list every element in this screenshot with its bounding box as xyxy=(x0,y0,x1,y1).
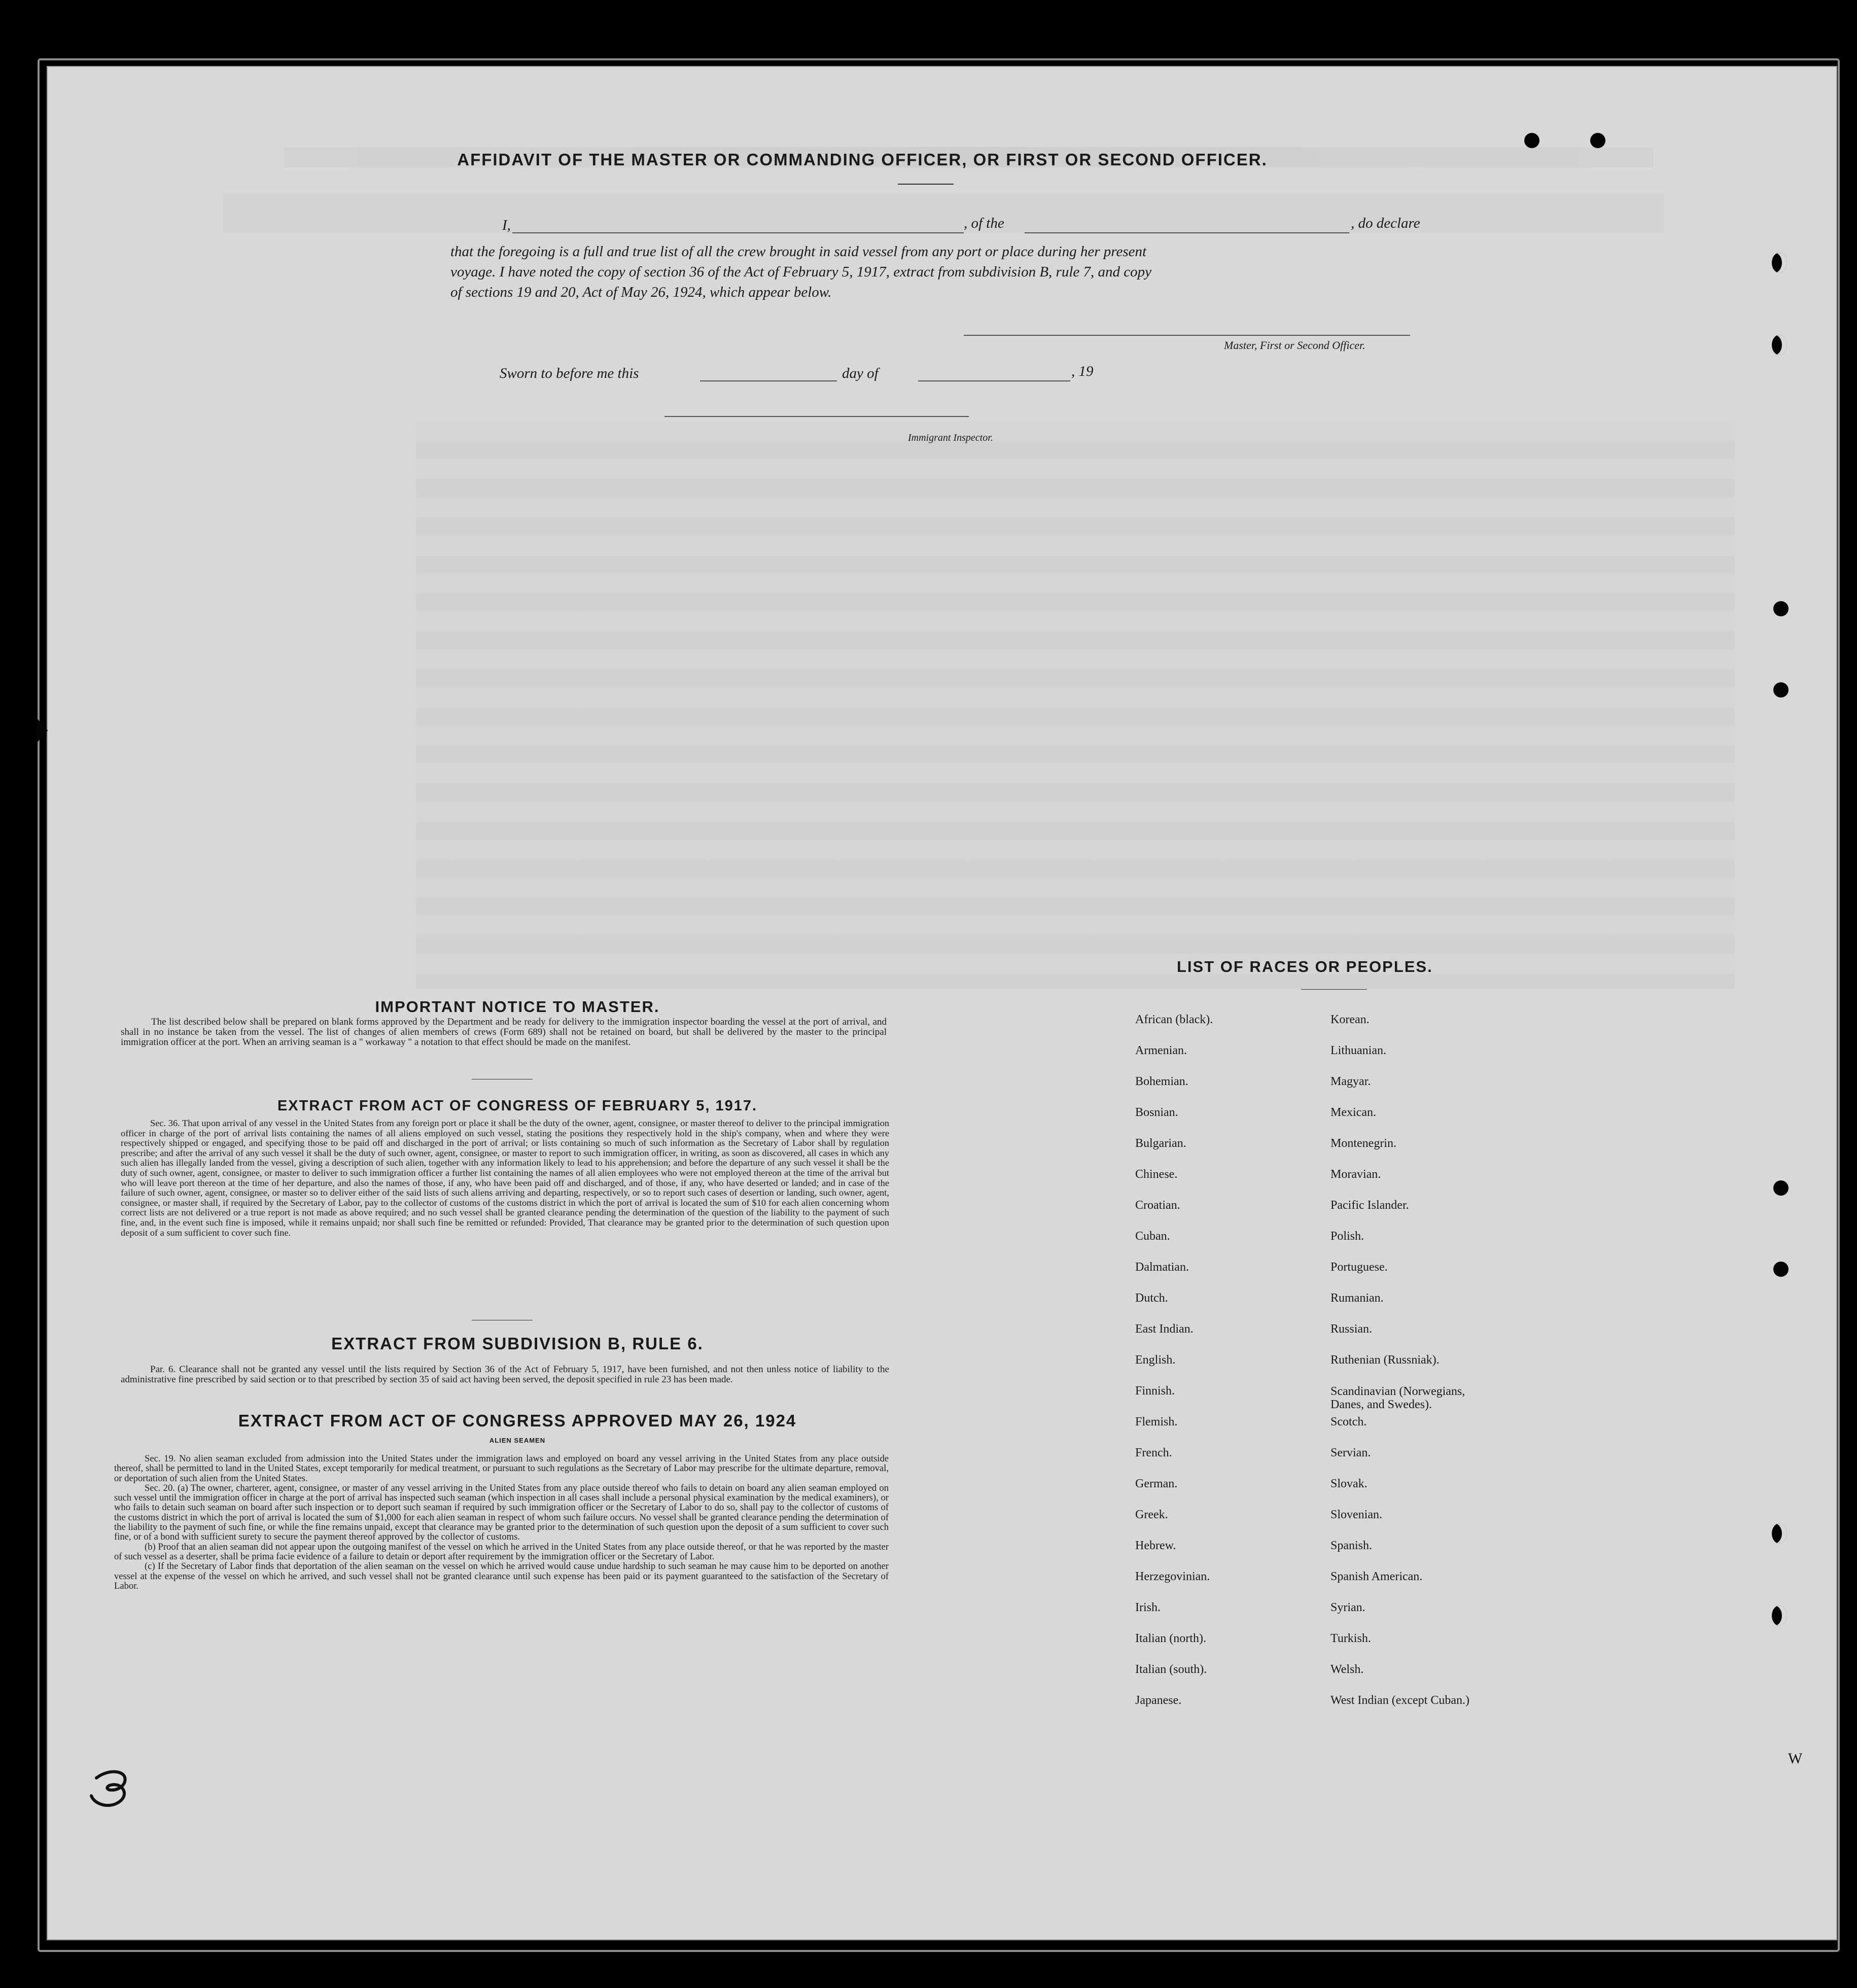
race-item: Bohemian. xyxy=(1135,1075,1188,1088)
race-item: Scotch. xyxy=(1330,1415,1367,1428)
race-item: Italian (north). xyxy=(1135,1632,1206,1645)
extract-1924-body xyxy=(114,1454,889,1591)
alien-seamen-subtitle: ALIEN SEAMEN xyxy=(489,1437,546,1444)
race-item: Dutch. xyxy=(1135,1292,1168,1305)
race-item: French. xyxy=(1135,1446,1172,1459)
races-column-2 xyxy=(1330,1014,1533,1725)
race-item: Polish. xyxy=(1330,1230,1364,1243)
race-item: Irish. xyxy=(1135,1601,1161,1614)
race-item: Rumanian. xyxy=(1330,1292,1384,1305)
race-item: Spanish American. xyxy=(1330,1570,1423,1583)
subdivision-b-text: Par. 6. Clearance shall not be granted any vessel until the lists required by Section 36 of the Act of February 5, 1917, have been furnished, and not then unless notice of liability to the administrative fine prescribed by said section or to that prescribed by section 35 of said act having been served, the deposit specified in rule 23 has been made. xyxy=(121,1364,889,1385)
race-item: East Indian. xyxy=(1135,1322,1194,1336)
race-item: Portuguese. xyxy=(1330,1261,1388,1274)
section-20b-text: (b) Proof that an alien seaman did not appear upon the outgoing manifest of the vessel on which he arrived in the United States from any place outside thereof, or that he was reported by the master of such vessel as a deserter, shall be prima facie evidence of a failure to detain or deport after requirement by the immigration officer or the Secretary of Labor. xyxy=(114,1541,889,1562)
affidavit-title: AFFIDAVIT OF THE MASTER OR COMMANDING OFFICER, OR FIRST OR SECOND OFFICER. xyxy=(457,150,1268,169)
race-item: Croatian. xyxy=(1135,1199,1180,1212)
race-item: Ruthenian (Russniak). xyxy=(1330,1353,1440,1367)
inspector-signature-field[interactable] xyxy=(664,416,969,417)
name-field[interactable] xyxy=(512,232,964,233)
handwritten-mark-icon xyxy=(81,1765,142,1811)
sworn-month-field[interactable] xyxy=(918,380,1070,381)
affidavit-do-declare: , do declare xyxy=(1351,215,1420,231)
race-item: English. xyxy=(1135,1353,1176,1367)
race-item: Japanese. xyxy=(1135,1694,1182,1707)
extract-1917-text: Sec. 36. That upon arrival of any vessel in the United States from any foreign port or place it shall be the duty of the owner, agent, consignee, or master thereof to deliver to the principal immigration officer in charge of the port of arrival lists containing the names of all aliens employed on such vessel, stating the positions they respectively hold in the ship's company, when and where they were respectively shipped or engaged, and specifying those to be paid off and discharged in the port of arrival; or lists containing so much of such information as the Secretary of Labor shall by regulation prescribe; and after the arrival of any such vessel it shall be the duty of such owner, agent, consignee, or master to report to such immigration officer, in writing, as soon as discovered, all cases in which any such alien has illegally landed from the vessel, giving a description of such alien, together with any information likely to lead to his apprehension; and before the departure of any such vessel it shall be the duty of such owner, agent, consignee, or master to deliver to such immigration officer a further list containing the names of all alien employees who were not employed thereon at the time of the arrival but who will leave port thereon at the time of her departure, and also the names of those, if any, who have been paid off and discharged, and of those, if any, who have deserted or landed; and in case of the failure of such owner, agent, consignee, or master so to deliver either of the said lists of such aliens arriving and departing, respectively, or so to report such cases of desertion or landing, such owner, agent, consignee, or master shall, if required by the Secretary of Labor, pay to the collector of customs of the customs district in which the port of arrival is located the sum of $10 for each alien concerning whom correct lists are not delivered or a true report is not made as above required; and no such vessel shall be granted clearance pending the determination of the question of the liability to the payment of such fine, and, in the event such fine is imposed, while it remains unpaid; nor shall such fine be remitted or refunded: Provided, That clearance may be granted prior to the determination of such question upon deposit of a sum sufficient to cover such fine. xyxy=(121,1118,889,1238)
punch-hole xyxy=(1524,133,1539,148)
race-item: Chinese. xyxy=(1135,1168,1178,1181)
race-item: Armenian. xyxy=(1135,1044,1187,1057)
sworn-day-field[interactable] xyxy=(700,380,837,381)
race-item: Herzegovinian. xyxy=(1135,1570,1210,1583)
race-item: German. xyxy=(1135,1477,1178,1490)
race-item: Pacific Islander. xyxy=(1330,1199,1409,1212)
section-20a-text: Sec. 20. (a) The owner, charterer, agent, consignee, or master of any vessel arriving in the United States from any place outside thereof who fails to detain on board any alien seaman employed on such vessel until the immigration officer in charge at the port of arrival has inspected such seaman (which inspection in all cases shall include a personal physical examination by the medical examiners), or who fails to detain such seaman on board after such inspection or to deport such seaman if required by such immigration officer or the Secretary of Labor to do so, shall pay to the collector of customs of the customs district in which the port of arrival is located the sum of $1,000 for each alien seaman in respect of whom such failure occurs. No vessel shall be granted clearance pending the determination of the liability to the payment of such fine, or while the fine remains unpaid, except that clearance may be granted prior to the determination of such question upon the deposit of a sum sufficient to cover such fine, or of a bond with sufficient surety to secure the payment thereof approved by the collector of customs. xyxy=(114,1482,889,1543)
race-item: Bosnian. xyxy=(1135,1106,1178,1119)
race-item: West Indian (except Cuban.) xyxy=(1330,1694,1469,1707)
race-item: African (black). xyxy=(1135,1013,1213,1026)
divider xyxy=(1301,989,1367,990)
race-item: Flemish. xyxy=(1135,1415,1178,1428)
race-item: Syrian. xyxy=(1330,1601,1365,1614)
divider xyxy=(898,184,954,185)
margin-notch xyxy=(37,718,48,743)
punch-hole xyxy=(1773,601,1789,616)
races-column-1 xyxy=(1135,1014,1318,1725)
race-item: Greek. xyxy=(1135,1508,1168,1521)
race-item: Spanish. xyxy=(1330,1539,1373,1552)
race-item: Dalmatian. xyxy=(1135,1261,1189,1274)
race-item: Moravian. xyxy=(1330,1168,1381,1181)
extract-1917-title: EXTRACT FROM ACT OF CONGRESS OF FEBRUARY 5, 1917. xyxy=(277,1098,758,1114)
punch-hole xyxy=(1772,253,1787,273)
race-item: Servian. xyxy=(1330,1446,1371,1459)
punch-hole xyxy=(1772,335,1787,355)
corner-mark: W xyxy=(1788,1750,1803,1767)
race-item: Italian (south). xyxy=(1135,1663,1207,1676)
affidavit-line-3: of sections 19 and 20, Act of May 26, 1924, which appear below. xyxy=(450,284,832,300)
punch-hole xyxy=(1773,1262,1789,1277)
punch-hole xyxy=(1772,1523,1787,1544)
punch-hole xyxy=(1772,1606,1787,1626)
race-item: Russian. xyxy=(1330,1322,1373,1336)
bleed-through-subheader xyxy=(223,193,1664,233)
races-title: LIST OF RACES OR PEOPLES. xyxy=(1177,958,1433,975)
day-of-label: day of xyxy=(842,365,879,381)
race-item: Bulgarian. xyxy=(1135,1137,1186,1150)
section-20c-text: (c) If the Secretary of Labor finds that deportation of the alien seaman on the vessel on which he arrived would cause undue hardship to such seaman he may cause him to be deported on another vessel at the expense of the vessel on which he arrived, and such vessel shall not be granted clearance until such expense has been paid or its payment guaranteed to the satisfaction of the Secretary of Labor. xyxy=(114,1561,889,1591)
affidavit-line-2: voyage. I have noted the copy of section 36 of the Act of February 5, 1917, extract from subdivision B, rule 7, and copy xyxy=(450,264,1152,280)
race-item: Montenegrin. xyxy=(1330,1137,1396,1150)
race-item: Cuban. xyxy=(1135,1230,1170,1243)
section-19-text: Sec. 19. No alien seaman excluded from admission into the United States under the immigration laws and employed on board any vessel arriving in the United States from any place outside thereof, shall be permitted to land in the United States, except temporarily for medical treatment, or pursuant to such regulations as the Secretary of Labor may prescribe for the ultimate departure, removal, or deportation of such alien from the United States. xyxy=(114,1453,889,1484)
punch-hole xyxy=(1590,133,1605,148)
extract-1924-title: EXTRACT FROM ACT OF CONGRESS APPROVED MAY 26, 1924 xyxy=(238,1411,797,1430)
race-item: Hebrew. xyxy=(1135,1539,1176,1552)
race-item: Slovenian. xyxy=(1330,1508,1382,1521)
year-label: , 19 xyxy=(1071,363,1094,379)
race-item: Lithuanian. xyxy=(1330,1044,1386,1057)
vessel-field[interactable] xyxy=(1025,232,1349,233)
bleed-through-rows xyxy=(416,421,1735,989)
inspector-caption: Immigrant Inspector. xyxy=(908,432,993,443)
race-item: Scandinavian (Norwegians, Danes, and Swedes). xyxy=(1330,1385,1465,1411)
subdivision-b-title: EXTRACT FROM SUBDIVISION B, RULE 6. xyxy=(331,1334,704,1353)
punch-hole xyxy=(1773,682,1789,697)
affidavit-line-1: that the foregoing is a full and true list of all the crew brought in said vessel from any port or place during her present xyxy=(450,243,1147,260)
affidavit-i: I, xyxy=(502,217,511,233)
race-item: Turkish. xyxy=(1330,1632,1371,1645)
race-item: Magyar. xyxy=(1330,1075,1371,1088)
race-item: Slovak. xyxy=(1330,1477,1368,1490)
race-item: Welsh. xyxy=(1330,1663,1364,1676)
notice-title: IMPORTANT NOTICE TO MASTER. xyxy=(375,998,660,1016)
race-item: Korean. xyxy=(1330,1013,1370,1026)
race-item: Mexican. xyxy=(1330,1106,1376,1119)
race-item: Finnish. xyxy=(1135,1384,1175,1398)
officer-signature-field[interactable] xyxy=(964,335,1410,336)
punch-hole xyxy=(1773,1180,1789,1196)
officer-caption: Master, First or Second Officer. xyxy=(1224,339,1365,352)
notice-text: The list described below shall be prepared on blank forms approved by the Department and be ready for delivery to the immigration inspector boarding the vessel at the port of arrival, and shall in no instance be taken from the vessel. The list of changes of alien members of crews (Form 689) shall not be retained on board, but shall be delivered by the master to the principal immigration officer at the port. When an arriving seaman is a " workaway " a notation to that effect should be made on the manifest. xyxy=(121,1017,887,1048)
sworn-label: Sworn to before me this xyxy=(500,365,639,381)
affidavit-of-the: , of the xyxy=(964,215,1004,231)
